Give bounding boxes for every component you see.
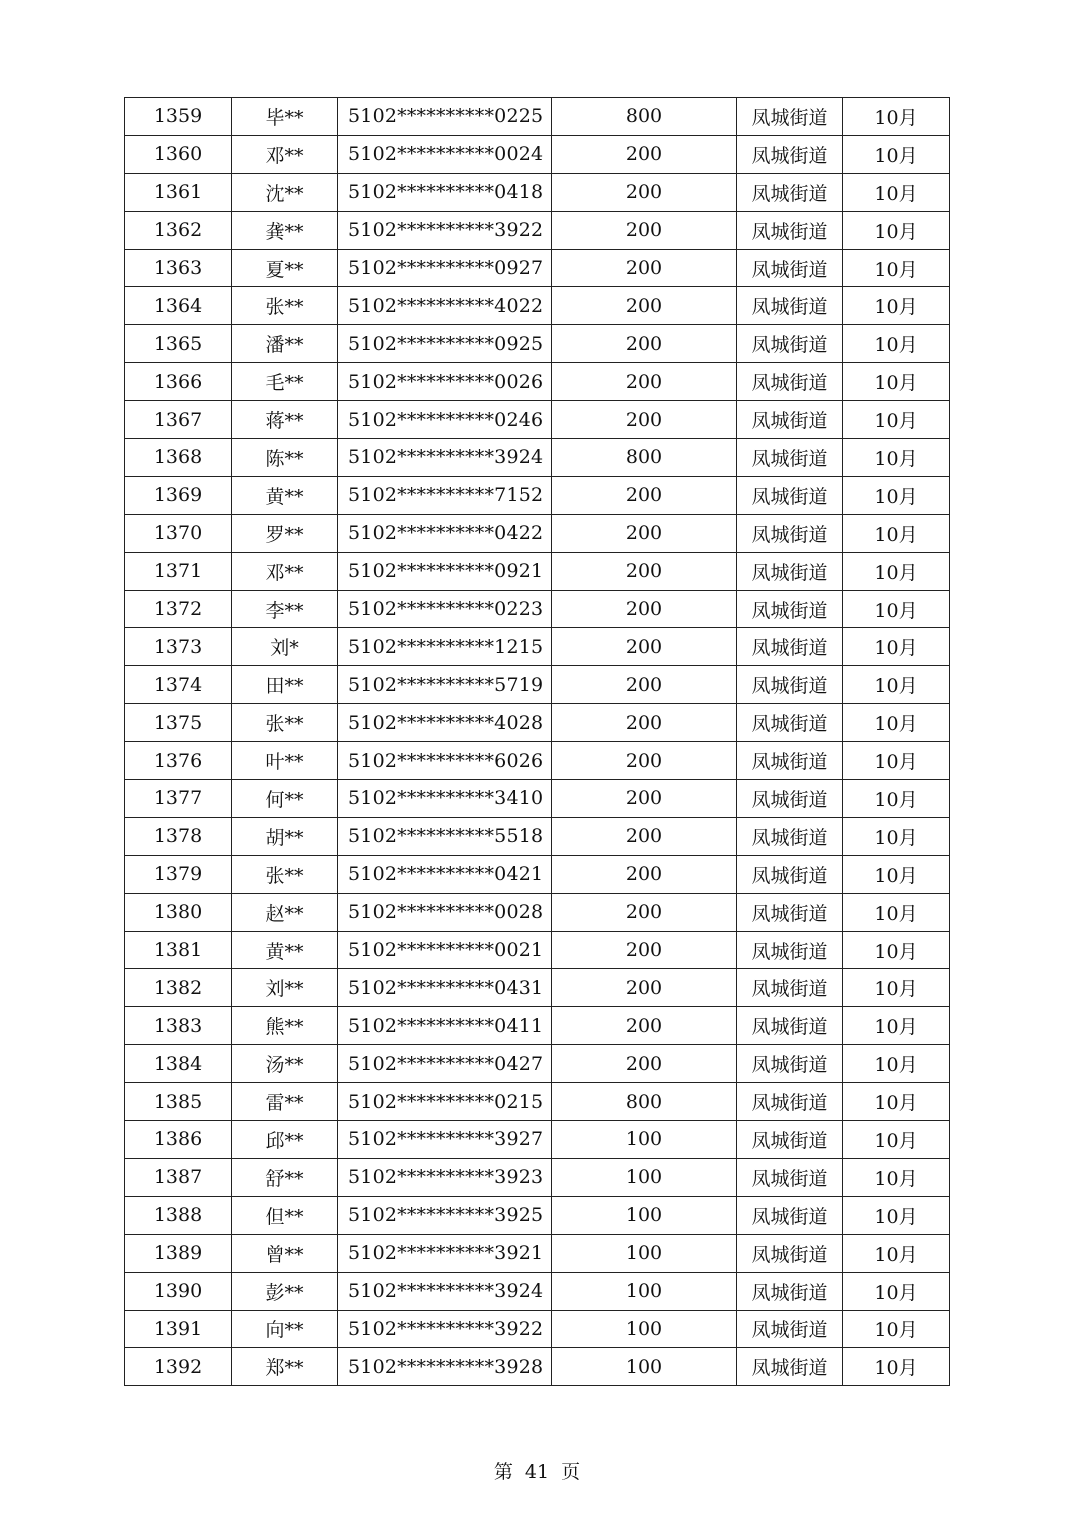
id-number-cell: 5102**********0215 (338, 1083, 552, 1121)
row-number-cell: 1392 (125, 1348, 232, 1386)
row-number-cell: 1383 (125, 1007, 232, 1045)
row-number-cell: 1387 (125, 1158, 232, 1196)
month-cell: 10月 (843, 173, 950, 211)
amount-cell: 200 (552, 249, 737, 287)
street-cell: 凤城街道 (737, 666, 843, 704)
street-cell: 凤城街道 (737, 893, 843, 931)
name-cell: 李** (232, 590, 338, 628)
amount-cell: 200 (552, 363, 737, 401)
row-number-cell: 1369 (125, 476, 232, 514)
table-row (125, 969, 950, 1007)
name-cell: 张** (232, 855, 338, 893)
row-number-cell: 1384 (125, 1045, 232, 1083)
amount-cell: 200 (552, 969, 737, 1007)
amount-cell: 200 (552, 211, 737, 249)
month-cell: 10月 (843, 211, 950, 249)
id-number-cell: 5102**********3924 (338, 439, 552, 477)
table-row (125, 742, 950, 780)
row-number-cell: 1368 (125, 439, 232, 477)
name-cell: 胡** (232, 817, 338, 855)
amount-cell: 200 (552, 590, 737, 628)
amount-cell: 100 (552, 1272, 737, 1310)
amount-cell: 200 (552, 931, 737, 969)
street-cell: 凤城街道 (737, 98, 843, 136)
month-cell: 10月 (843, 552, 950, 590)
id-number-cell: 5102**********0411 (338, 1007, 552, 1045)
table-body (125, 98, 950, 1386)
row-number-cell: 1374 (125, 666, 232, 704)
amount-cell: 200 (552, 628, 737, 666)
name-cell: 郑** (232, 1348, 338, 1386)
street-cell: 凤城街道 (737, 325, 843, 363)
amount-cell: 200 (552, 552, 737, 590)
street-cell: 凤城街道 (737, 817, 843, 855)
name-cell: 黄** (232, 476, 338, 514)
amount-cell: 200 (552, 514, 737, 552)
id-number-cell: 5102**********0431 (338, 969, 552, 1007)
name-cell: 张** (232, 704, 338, 742)
month-cell: 10月 (843, 325, 950, 363)
amount-cell: 100 (552, 1348, 737, 1386)
id-number-cell: 5102**********0421 (338, 855, 552, 893)
table-row (125, 893, 950, 931)
amount-cell: 800 (552, 98, 737, 136)
id-number-cell: 5102**********0418 (338, 173, 552, 211)
street-cell: 凤城街道 (737, 135, 843, 173)
id-number-cell: 5102**********0021 (338, 931, 552, 969)
amount-cell: 200 (552, 173, 737, 211)
street-cell: 凤城街道 (737, 476, 843, 514)
street-cell: 凤城街道 (737, 1348, 843, 1386)
id-number-cell: 5102**********3924 (338, 1272, 552, 1310)
street-cell: 凤城街道 (737, 969, 843, 1007)
amount-cell: 200 (552, 704, 737, 742)
amount-cell: 200 (552, 780, 737, 818)
street-cell: 凤城街道 (737, 1121, 843, 1159)
month-cell: 10月 (843, 1045, 950, 1083)
amount-cell: 200 (552, 1045, 737, 1083)
name-cell: 邱** (232, 1121, 338, 1159)
row-number-cell: 1379 (125, 855, 232, 893)
table-row (125, 1045, 950, 1083)
month-cell: 10月 (843, 780, 950, 818)
month-cell: 10月 (843, 98, 950, 136)
id-number-cell: 5102**********3922 (338, 211, 552, 249)
name-cell: 黄** (232, 931, 338, 969)
amount-cell: 100 (552, 1310, 737, 1348)
table-row (125, 211, 950, 249)
amount-cell: 200 (552, 1007, 737, 1045)
id-number-cell: 5102**********0246 (338, 401, 552, 439)
month-cell: 10月 (843, 287, 950, 325)
month-cell: 10月 (843, 1272, 950, 1310)
id-number-cell: 5102**********5719 (338, 666, 552, 704)
month-cell: 10月 (843, 1083, 950, 1121)
id-number-cell: 5102**********0925 (338, 325, 552, 363)
name-cell: 熊** (232, 1007, 338, 1045)
name-cell: 彭** (232, 1272, 338, 1310)
data-table (124, 97, 950, 1386)
name-cell: 毛** (232, 363, 338, 401)
page-prefix: 第 (493, 1461, 513, 1483)
month-cell: 10月 (843, 249, 950, 287)
amount-cell: 100 (552, 1121, 737, 1159)
id-number-cell: 5102**********3928 (338, 1348, 552, 1386)
name-cell: 龚** (232, 211, 338, 249)
table-row (125, 325, 950, 363)
table-row (125, 287, 950, 325)
id-number-cell: 5102**********0024 (338, 135, 552, 173)
table-row (125, 1158, 950, 1196)
row-number-cell: 1380 (125, 893, 232, 931)
id-number-cell: 5102**********0225 (338, 98, 552, 136)
table-row (125, 1272, 950, 1310)
month-cell: 10月 (843, 135, 950, 173)
street-cell: 凤城街道 (737, 1083, 843, 1121)
month-cell: 10月 (843, 1348, 950, 1386)
name-cell: 蒋** (232, 401, 338, 439)
amount-cell: 100 (552, 1234, 737, 1272)
amount-cell: 200 (552, 855, 737, 893)
month-cell: 10月 (843, 742, 950, 780)
table-row (125, 1234, 950, 1272)
month-cell: 10月 (843, 666, 950, 704)
table-row (125, 1348, 950, 1386)
table-row (125, 476, 950, 514)
row-number-cell: 1377 (125, 780, 232, 818)
row-number-cell: 1363 (125, 249, 232, 287)
id-number-cell: 5102**********0927 (338, 249, 552, 287)
table-row (125, 1121, 950, 1159)
id-number-cell: 5102**********0223 (338, 590, 552, 628)
row-number-cell: 1378 (125, 817, 232, 855)
month-cell: 10月 (843, 401, 950, 439)
amount-cell: 200 (552, 135, 737, 173)
table-row (125, 173, 950, 211)
row-number-cell: 1373 (125, 628, 232, 666)
name-cell: 叶** (232, 742, 338, 780)
month-cell: 10月 (843, 893, 950, 931)
id-number-cell: 5102**********6026 (338, 742, 552, 780)
street-cell: 凤城街道 (737, 704, 843, 742)
table-row (125, 135, 950, 173)
street-cell: 凤城街道 (737, 401, 843, 439)
table-row (125, 817, 950, 855)
name-cell: 田** (232, 666, 338, 704)
month-cell: 10月 (843, 817, 950, 855)
name-cell: 汤** (232, 1045, 338, 1083)
name-cell: 张** (232, 287, 338, 325)
row-number-cell: 1371 (125, 552, 232, 590)
table-row (125, 931, 950, 969)
amount-cell: 200 (552, 742, 737, 780)
amount-cell: 800 (552, 1083, 737, 1121)
street-cell: 凤城街道 (737, 1045, 843, 1083)
table-row (125, 1310, 950, 1348)
street-cell: 凤城街道 (737, 855, 843, 893)
row-number-cell: 1389 (125, 1234, 232, 1272)
table-row (125, 552, 950, 590)
street-cell: 凤城街道 (737, 1272, 843, 1310)
row-number-cell: 1365 (125, 325, 232, 363)
row-number-cell: 1391 (125, 1310, 232, 1348)
row-number-cell: 1388 (125, 1196, 232, 1234)
id-number-cell: 5102**********0921 (338, 552, 552, 590)
id-number-cell: 5102**********0028 (338, 893, 552, 931)
amount-cell: 200 (552, 893, 737, 931)
id-number-cell: 5102**********3922 (338, 1310, 552, 1348)
amount-cell: 200 (552, 401, 737, 439)
table-row (125, 780, 950, 818)
row-number-cell: 1366 (125, 363, 232, 401)
name-cell: 何** (232, 780, 338, 818)
table-row (125, 1007, 950, 1045)
month-cell: 10月 (843, 628, 950, 666)
amount-cell: 200 (552, 325, 737, 363)
name-cell: 陈** (232, 439, 338, 477)
month-cell: 10月 (843, 1234, 950, 1272)
street-cell: 凤城街道 (737, 780, 843, 818)
name-cell: 沈** (232, 173, 338, 211)
amount-cell: 200 (552, 287, 737, 325)
name-cell: 刘* (232, 628, 338, 666)
name-cell: 赵** (232, 893, 338, 931)
id-number-cell: 5102**********0422 (338, 514, 552, 552)
id-number-cell: 5102**********3921 (338, 1234, 552, 1272)
name-cell: 毕** (232, 98, 338, 136)
month-cell: 10月 (843, 969, 950, 1007)
month-cell: 10月 (843, 363, 950, 401)
month-cell: 10月 (843, 1310, 950, 1348)
table-row (125, 249, 950, 287)
table-row (125, 514, 950, 552)
name-cell: 刘** (232, 969, 338, 1007)
table-row (125, 401, 950, 439)
street-cell: 凤城街道 (737, 173, 843, 211)
month-cell: 10月 (843, 1121, 950, 1159)
month-cell: 10月 (843, 476, 950, 514)
name-cell: 邓** (232, 552, 338, 590)
street-cell: 凤城街道 (737, 1158, 843, 1196)
row-number-cell: 1376 (125, 742, 232, 780)
page-suffix: 页 (561, 1461, 581, 1483)
id-number-cell: 5102**********3925 (338, 1196, 552, 1234)
id-number-cell: 5102**********3927 (338, 1121, 552, 1159)
row-number-cell: 1381 (125, 931, 232, 969)
street-cell: 凤城街道 (737, 552, 843, 590)
row-number-cell: 1390 (125, 1272, 232, 1310)
name-cell: 夏** (232, 249, 338, 287)
name-cell: 雷** (232, 1083, 338, 1121)
street-cell: 凤城街道 (737, 514, 843, 552)
id-number-cell: 5102**********3410 (338, 780, 552, 818)
name-cell: 潘** (232, 325, 338, 363)
row-number-cell: 1370 (125, 514, 232, 552)
month-cell: 10月 (843, 514, 950, 552)
row-number-cell: 1386 (125, 1121, 232, 1159)
amount-cell: 200 (552, 817, 737, 855)
month-cell: 10月 (843, 704, 950, 742)
row-number-cell: 1372 (125, 590, 232, 628)
month-cell: 10月 (843, 931, 950, 969)
row-number-cell: 1359 (125, 98, 232, 136)
street-cell: 凤城街道 (737, 628, 843, 666)
amount-cell: 100 (552, 1196, 737, 1234)
id-number-cell: 5102**********3923 (338, 1158, 552, 1196)
street-cell: 凤城街道 (737, 1310, 843, 1348)
table-row (125, 704, 950, 742)
amount-cell: 100 (552, 1158, 737, 1196)
name-cell: 向** (232, 1310, 338, 1348)
street-cell: 凤城街道 (737, 931, 843, 969)
table-row (125, 1196, 950, 1234)
id-number-cell: 5102**********7152 (338, 476, 552, 514)
row-number-cell: 1385 (125, 1083, 232, 1121)
street-cell: 凤城街道 (737, 742, 843, 780)
amount-cell: 800 (552, 439, 737, 477)
name-cell: 舒** (232, 1158, 338, 1196)
row-number-cell: 1360 (125, 135, 232, 173)
month-cell: 10月 (843, 590, 950, 628)
amount-cell: 200 (552, 666, 737, 704)
id-number-cell: 5102**********4022 (338, 287, 552, 325)
row-number-cell: 1361 (125, 173, 232, 211)
table-row (125, 628, 950, 666)
month-cell: 10月 (843, 439, 950, 477)
id-number-cell: 5102**********0026 (338, 363, 552, 401)
month-cell: 10月 (843, 1158, 950, 1196)
table-row (125, 363, 950, 401)
page-number: 41 (524, 1461, 550, 1483)
table-row (125, 590, 950, 628)
table-row (125, 439, 950, 477)
row-number-cell: 1382 (125, 969, 232, 1007)
name-cell: 邓** (232, 135, 338, 173)
name-cell: 曾** (232, 1234, 338, 1272)
row-number-cell: 1362 (125, 211, 232, 249)
page-footer (0, 1457, 1074, 1484)
street-cell: 凤城街道 (737, 249, 843, 287)
street-cell: 凤城街道 (737, 590, 843, 628)
month-cell: 10月 (843, 1007, 950, 1045)
table-row (125, 98, 950, 136)
id-number-cell: 5102**********4028 (338, 704, 552, 742)
street-cell: 凤城街道 (737, 1234, 843, 1272)
street-cell: 凤城街道 (737, 211, 843, 249)
id-number-cell: 5102**********0427 (338, 1045, 552, 1083)
id-number-cell: 5102**********1215 (338, 628, 552, 666)
name-cell: 但** (232, 1196, 338, 1234)
amount-cell: 200 (552, 476, 737, 514)
row-number-cell: 1364 (125, 287, 232, 325)
month-cell: 10月 (843, 1196, 950, 1234)
street-cell: 凤城街道 (737, 1196, 843, 1234)
street-cell: 凤城街道 (737, 1007, 843, 1045)
row-number-cell: 1375 (125, 704, 232, 742)
name-cell: 罗** (232, 514, 338, 552)
row-number-cell: 1367 (125, 401, 232, 439)
table-row (125, 855, 950, 893)
table-row (125, 1083, 950, 1121)
street-cell: 凤城街道 (737, 439, 843, 477)
street-cell: 凤城街道 (737, 363, 843, 401)
id-number-cell: 5102**********5518 (338, 817, 552, 855)
table-row (125, 666, 950, 704)
street-cell: 凤城街道 (737, 287, 843, 325)
month-cell: 10月 (843, 855, 950, 893)
